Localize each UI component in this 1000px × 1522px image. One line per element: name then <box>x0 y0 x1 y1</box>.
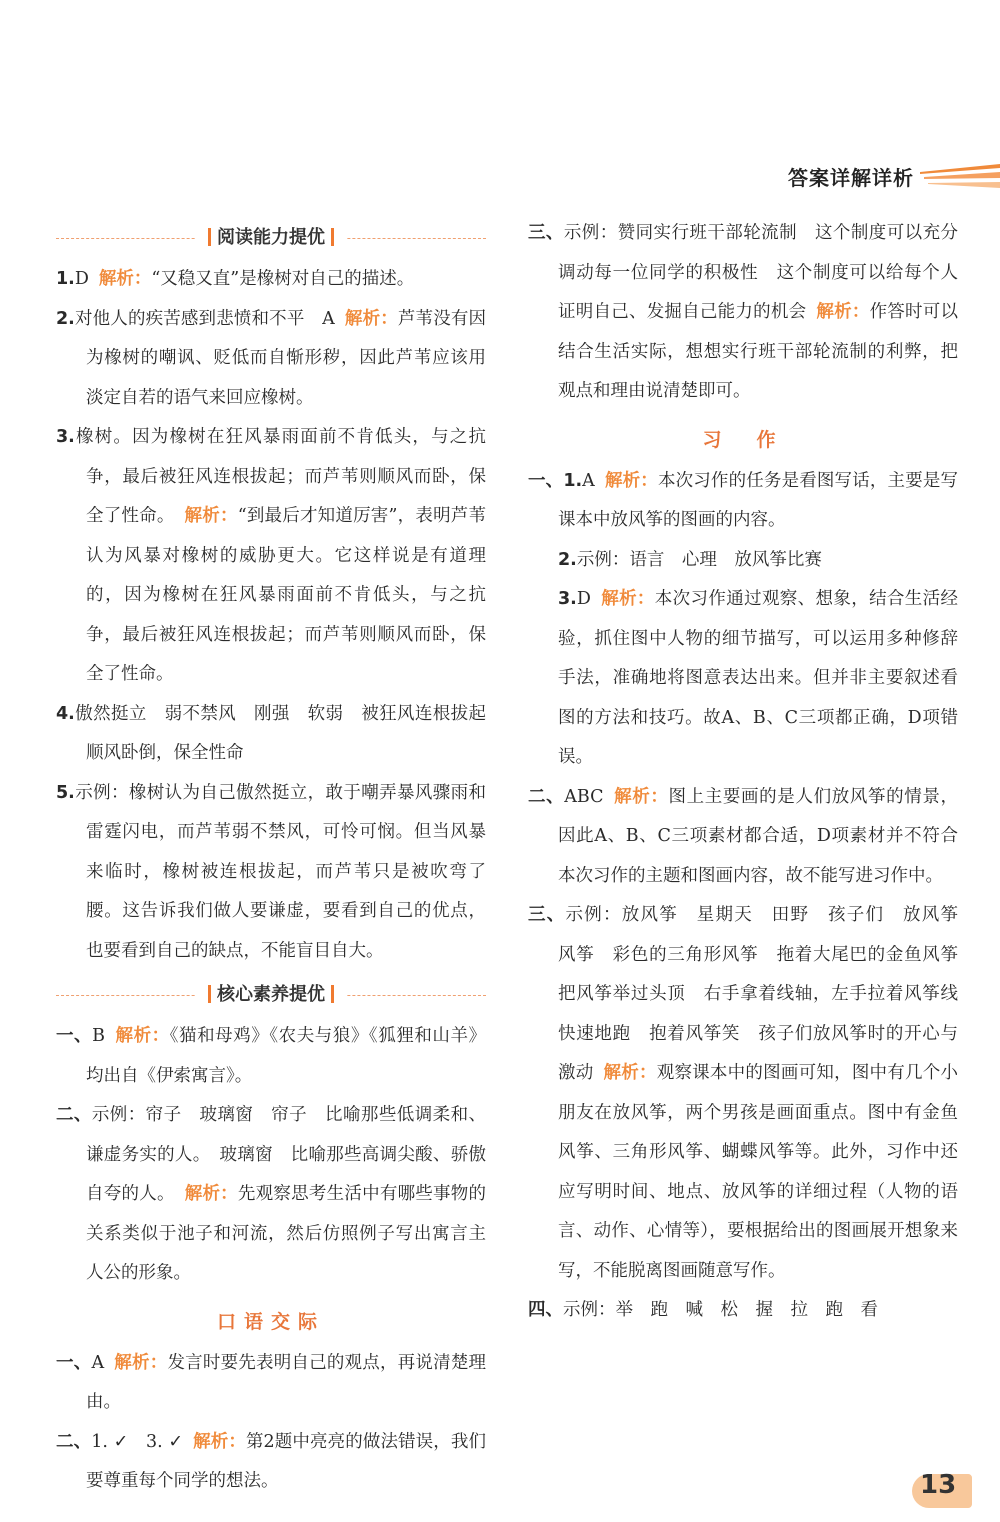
analysis-text: 发言时要先表明自己的观点，再说清楚理由。 <box>86 1352 487 1412</box>
answer-item <box>528 1291 958 1331</box>
answer-number: 一、 <box>56 1026 93 1046</box>
answer-text: D <box>576 589 591 609</box>
analysis-text: 观察课本中的图画可知，图中有几个小朋友在放风筝，两个男孩是画面重点。图中有金鱼风筝、三角形风筝、蝴蝶风筝等。此外，习作中还应写明时间、地点、放风筝的详细过程（人物的语言、动作、心情等），要根据给出的图画展开想象来写，不能脱离图画随意写作。 <box>558 1063 959 1281</box>
answer-number: 3. <box>558 589 577 609</box>
analysis-label: 解析： <box>613 786 669 807</box>
analysis-label: 解析： <box>98 269 152 289</box>
answer-text: 示例：举 跑 喊 松 握 拉 跑 看 <box>563 1300 878 1320</box>
analysis-label: 解析： <box>193 1431 246 1452</box>
answer-number: 二、 <box>528 786 565 807</box>
page-header <box>700 158 1000 198</box>
analysis-text: 图上主要画的是人们放风筝的情景，因此A、B、C三项素材都合适，D项素材并不符合本次习作的主题和图画内容，故不能写进习作中。 <box>558 786 959 886</box>
writing-answers <box>528 462 976 1331</box>
analysis-label: 解析： <box>114 1352 168 1373</box>
analysis-label: 解析： <box>184 1184 238 1204</box>
analysis-text: 本次习作通过观察、想象，结合生活经验，抓住图中人物的细节描写，可以运用多种修辞手法，准确地将图意表达出来。但并非主要叙述看图的方法和技巧。故A、B、C三项都正确，D项错误。 <box>558 589 959 767</box>
page-number <box>920 1470 970 1510</box>
oral-answers <box>56 1344 486 1502</box>
analysis-label: 解析： <box>816 302 870 322</box>
answer-number: 一、1. <box>528 470 583 491</box>
answer-text: A <box>91 1352 105 1373</box>
answer-item <box>528 778 958 897</box>
answer-item <box>56 774 486 972</box>
answer-item <box>528 580 958 778</box>
page-number-text: 13 <box>920 1470 957 1500</box>
core-answers <box>56 1017 486 1294</box>
answer-number: 2. <box>56 308 75 329</box>
analysis-label: 解析： <box>184 506 238 526</box>
answer-number: 5. <box>56 782 75 803</box>
analysis-text: “到最后才知道厉害”，表明芦苇认为风暴对橡树的威胁更大。它这样说是有道理的，因为橡树在狂风暴雨面前不肯低头，与之抗争，最后被狂风连根拔起；而芦苇则顺风而卧，保全了性命。 <box>86 506 487 684</box>
answer-item <box>528 214 958 412</box>
answer-text: 示例：放风筝 星期天 田野 孩子们 放风筝 风筝 彩色的三角形风筝 拖着大尾巴的金鱼风筝 把风筝举过头顶 右手拿着线轴，左手拉着风筝线快速地跑 抱着风筝笑 孩子们放风筝时的开心与激动 <box>558 905 976 1083</box>
answer-number: 四、 <box>528 1300 563 1320</box>
answer-number: 1. <box>56 269 75 289</box>
answer-text: B <box>92 1026 105 1046</box>
reading-answers <box>56 260 504 971</box>
answer-item <box>528 462 958 541</box>
analysis-label: 解析： <box>344 308 398 329</box>
analysis-text: “又稳又直”是橡树对自己的描述。 <box>151 269 415 289</box>
right-column <box>528 214 976 1331</box>
answer-text: 傲然挺立 弱不禁风 刚强 软弱 被狂风连根拔起 顺风卧倒，保全性命 <box>74 703 504 763</box>
analysis-label: 解析： <box>604 470 658 491</box>
analysis-label: 解析： <box>115 1026 170 1046</box>
section-reading <box>56 218 486 260</box>
answer-item <box>56 418 486 695</box>
answer-text: 示例：语言 心理 放风筝比赛 <box>576 549 822 570</box>
answer-text: 橡树。因为橡树在狂风暴雨面前不肯低头，与之抗争，最后被狂风连根拔起；而芦苇则顺风而卧，保全了性命。 <box>74 427 486 526</box>
left-column <box>56 214 504 1502</box>
answer-number: 4. <box>56 703 75 724</box>
answer-text: D <box>74 269 89 289</box>
analysis-label: 解析： <box>603 1063 657 1083</box>
section-core <box>56 975 486 1017</box>
answer-text: 示例：赞同实行班干部轮流制 这个制度可以充分调动每一位同学的积极性 这个制度可以给每个人证明自己、发掘自己能力的机会 <box>558 223 959 322</box>
answer-text: A <box>582 470 595 491</box>
analysis-text: 作答时可以结合生活实际，想想实行班干部轮流制的利弊，把观点和理由说清楚即可。 <box>558 302 959 401</box>
analysis-text: 芦苇没有因为橡树的嘲讽、贬低而自惭形秽，因此芦苇应该用淡定自若的语气来回应橡树。 <box>86 308 487 408</box>
analysis-text: 本次习作的任务是看图写话，主要是写课本中放风筝的图画的内容。 <box>558 470 959 530</box>
oral-answers-continued <box>528 214 958 412</box>
answer-text: 对他人的疾苦感到悲愤和不平 A <box>74 308 335 329</box>
section-core-title: 核心素养提优 <box>217 984 325 1005</box>
answer-item <box>56 1423 486 1502</box>
analysis-text: 先观察思考生活中有哪些事物的关系类似于池子和河流，然后仿照例子写出寓言主人公的形象。 <box>86 1184 487 1283</box>
analysis-text: 第2题中亮亮的做法错误，我们要尊重每个同学的想法。 <box>86 1431 486 1491</box>
answer-text: 示例：橡树认为自己傲然挺立，敢于嘲弄暴风骤雨和雷霆闪电，而芦苇弱不禁风，可怜可悯。但当风暴来临时，橡树被连根拔起，而芦苇只是被吹弯了腰。这告诉我们做人要谦虚，要看到自己的优点，也要看到自己的缺点，不能盲目自大。 <box>74 782 486 961</box>
analysis-label: 解析： <box>600 589 655 609</box>
answer-item <box>56 1344 486 1423</box>
answer-number: 二、 <box>56 1105 92 1125</box>
answer-item <box>56 300 486 419</box>
answer-item <box>528 541 958 581</box>
answer-item <box>56 695 504 774</box>
answer-item <box>56 260 486 300</box>
answer-item <box>56 1096 486 1294</box>
answer-text: 1. ✓ 3. ✓ <box>91 1431 184 1452</box>
answer-number: 三、 <box>528 223 564 243</box>
header-stripes-decoration <box>920 162 1000 190</box>
section-oral-title: 口语交际 <box>216 1310 325 1333</box>
analysis-text: 《猫和母鸡》《农夫与狼》《狐狸和山羊》均出自《伊索寓言》。 <box>86 1026 487 1086</box>
answer-number: 3. <box>56 427 75 447</box>
answer-number: 2. <box>558 549 577 570</box>
answer-number: 三、 <box>528 905 566 925</box>
section-writing-title: 习 作 <box>702 428 784 451</box>
section-reading-title: 阅读能力提优 <box>217 227 325 248</box>
answer-item <box>56 1017 486 1096</box>
header-title: 答案详解详析 <box>788 166 914 190</box>
answer-item <box>528 896 976 1291</box>
answer-number: 一、 <box>56 1352 92 1373</box>
answer-text: 示例：帘子 玻璃窗 帘子 比喻那些低调柔和、谦虚务实的人。 玻璃窗 比喻那些高调尖酸、骄傲自夸的人。 <box>86 1105 487 1204</box>
answer-text: ABC <box>564 786 604 807</box>
answer-number: 二、 <box>56 1431 92 1452</box>
